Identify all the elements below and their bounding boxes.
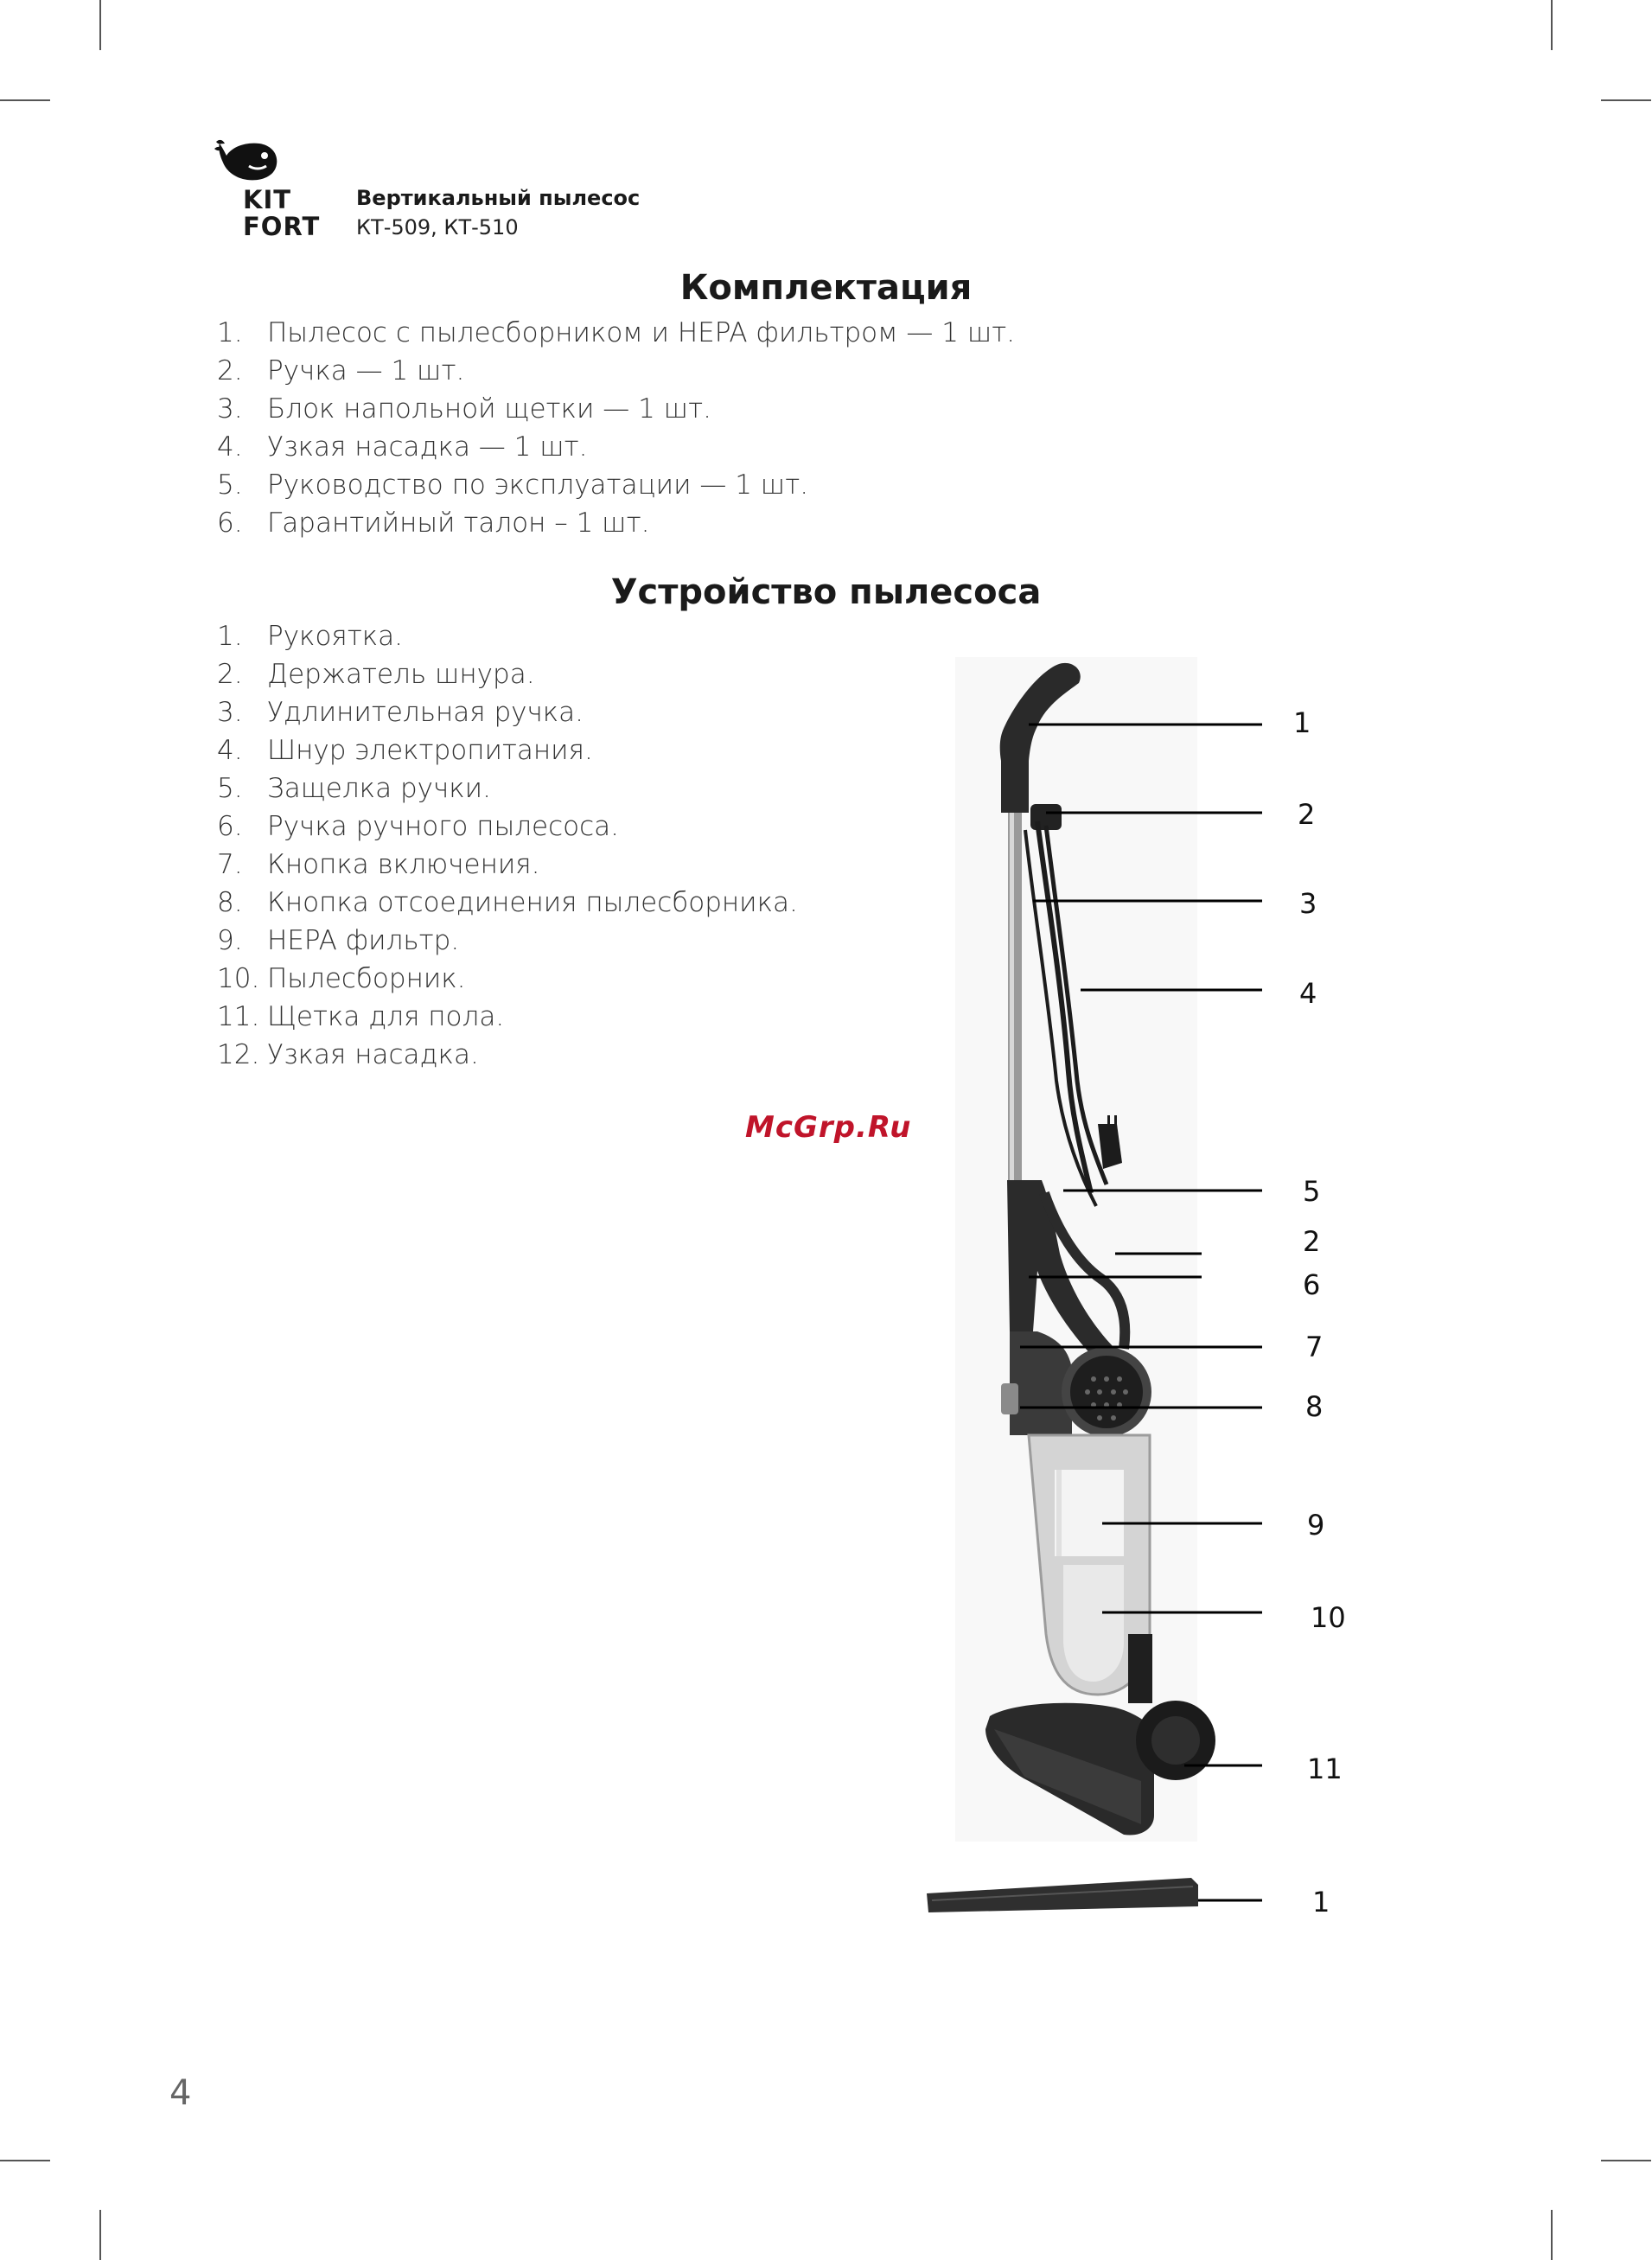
document-title: Вертикальный пылесос: [356, 186, 641, 210]
list-item-text: Гарантийный талон – 1 шт.: [267, 508, 650, 539]
list-item: [217, 466, 1015, 504]
list-item-number: 2.: [217, 659, 243, 690]
list-item: [217, 617, 798, 655]
list-item: [217, 960, 798, 998]
callout-label: 5: [1303, 1175, 1321, 1208]
package-heading: Комплектация: [679, 268, 973, 308]
list-item-number: 8.: [217, 887, 243, 918]
crop-mark: [0, 2160, 50, 2161]
model-numbers: КТ-509, КТ-510: [356, 215, 519, 239]
package-list: [217, 314, 1015, 542]
list-item-text: Кнопка отсоединения пылесборника.: [267, 887, 798, 918]
list-item-text: Рукоятка.: [267, 621, 404, 652]
list-item: [217, 693, 798, 731]
list-item-number: 6.: [217, 508, 243, 539]
list-item-number: 5.: [217, 469, 243, 501]
list-item-number: 6.: [217, 811, 243, 842]
list-item-text: Узкая насадка.: [267, 1039, 479, 1070]
callout-label: 3: [1299, 887, 1317, 920]
list-item: [217, 352, 1015, 390]
list-item-text: Пылесборник.: [267, 963, 466, 994]
device-parts-list: [217, 617, 798, 1074]
list-item-number: 1.: [217, 621, 243, 652]
list-item: [217, 808, 798, 846]
callout-label: 7: [1305, 1331, 1324, 1363]
callout-label: 4: [1299, 977, 1317, 1010]
list-item-number: 3.: [217, 393, 243, 425]
crop-mark: [1551, 2210, 1553, 2260]
list-item-number: 9.: [217, 925, 243, 956]
list-item: [217, 390, 1015, 428]
list-item: [217, 922, 798, 960]
callout-label: 1: [1293, 706, 1311, 739]
list-item-text: HEPA фильтр.: [267, 925, 460, 956]
callout-label: 1: [1312, 1886, 1330, 1918]
list-item-number: 4.: [217, 735, 243, 766]
brand-name: KIT FORT: [243, 185, 321, 241]
list-item: [217, 655, 798, 693]
callout-label: 10: [1311, 1601, 1346, 1634]
list-item-number: 7.: [217, 849, 243, 880]
callout-label: 2: [1303, 1225, 1321, 1258]
list-item: [217, 884, 798, 922]
list-item: [217, 769, 798, 808]
device-heading: Устройство пылесоса: [610, 572, 1042, 612]
list-item-text: Ручка — 1 шт.: [267, 355, 465, 386]
callout-label: 6: [1303, 1268, 1321, 1301]
list-item-number: 10.: [217, 963, 260, 994]
list-item: [217, 998, 798, 1036]
list-item-text: Удлинительная ручка.: [267, 697, 584, 728]
list-item: [217, 731, 798, 769]
list-item: [217, 846, 798, 884]
list-item: [217, 504, 1015, 542]
crop-mark: [99, 2210, 101, 2260]
list-item-number: 4.: [217, 431, 243, 463]
list-item: [217, 428, 1015, 466]
list-item-number: 3.: [217, 697, 243, 728]
list-item-text: Защелка ручки.: [267, 773, 491, 804]
callout-label: 11: [1307, 1752, 1343, 1785]
callout-label: 2: [1298, 798, 1316, 831]
list-item-text: Узкая насадка — 1 шт.: [267, 431, 588, 463]
list-item-number: 12.: [217, 1039, 260, 1070]
callout-label: 8: [1305, 1390, 1324, 1423]
crop-mark: [99, 0, 101, 50]
crop-mark: [1601, 99, 1651, 101]
watermark: McGrp.Ru: [745, 1110, 912, 1145]
list-item-text: Щетка для пола.: [267, 1001, 505, 1032]
list-item: [217, 314, 1015, 352]
crop-mark: [0, 99, 50, 101]
callout-label: 9: [1307, 1509, 1325, 1542]
whale-icon: [214, 137, 284, 188]
list-item-text: Ручка ручного пылесоса.: [267, 811, 620, 842]
list-item-text: Шнур электропитания.: [267, 735, 593, 766]
list-item-text: Кнопка включения.: [267, 849, 540, 880]
list-item-text: Держатель шнура.: [267, 659, 535, 690]
list-item-number: 1.: [217, 317, 243, 348]
list-item-number: 5.: [217, 773, 243, 804]
list-item: [217, 1036, 798, 1074]
list-item-text: Руководство по эксплуатации — 1 шт.: [267, 469, 809, 501]
list-item-number: 11.: [217, 1001, 260, 1032]
crop-mark: [1601, 2160, 1651, 2161]
list-item-text: Блок напольной щетки — 1 шт.: [267, 393, 711, 425]
list-item-text: Пылесос с пылесборником и HEPA фильтром — 1 шт.: [267, 317, 1016, 348]
crop-mark: [1551, 0, 1553, 50]
page-number: 4: [169, 2073, 192, 2113]
list-item-number: 2.: [217, 355, 243, 386]
